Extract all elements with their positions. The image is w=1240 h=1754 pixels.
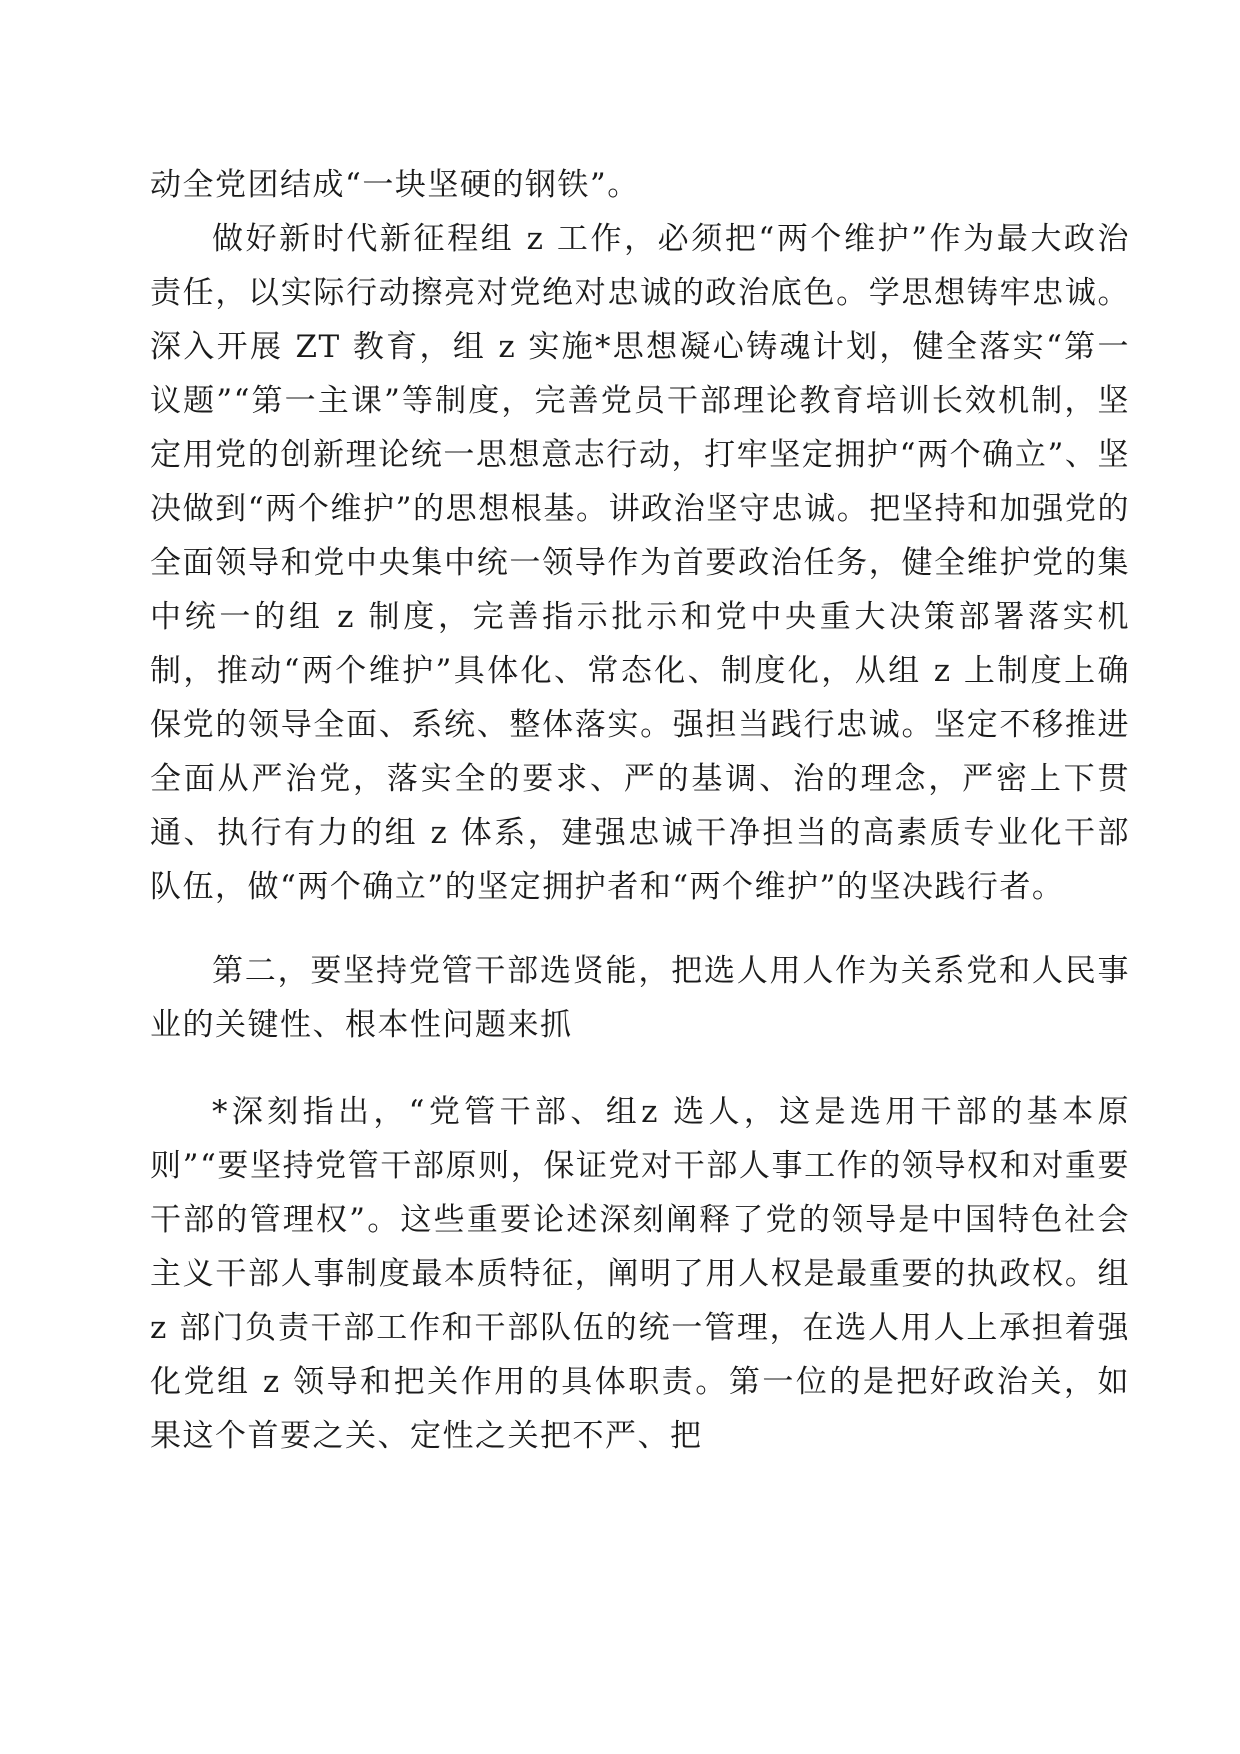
paragraph-cadre-management: *深刻指出，“党管干部、组z 选人，这是选用干部的基本原则”“要坚持党管干部原则，保证党对干部人事工作的领导权和对重要干部的管理权”。这些重要论述深刻阐释了党的领导是中国特色社会主义干部人事制度最本质特征，阐明了用人权是最重要的执政权。组 z 部门负责干部工作和干部队伍的统一管理，在选人用人上承担着强化党组 z 领导和把关作用的具体职责。第一位的是把好政治关，如果这个首要之关、定性之关把不严、把: [150, 1094, 1130, 1454]
section-heading-second: 第二，要坚持党管干部选贤能，把选人用人作为关系党和人民事业的关键性、根本性问题来抓: [150, 953, 1130, 1043]
paragraph-continuation: 动全党团结成“一块坚硬的钢铁”。: [150, 167, 640, 203]
paragraph-two-safeguards: 做好新时代新征程组 z 工作，必须把“两个维护”作为最大政治责任，以实际行动擦亮对党绝对忠诚的政治底色。学思想铸牢忠诚。深入开展 ZT 教育，组 z 实施*思想凝心铸魂计划，健全落实“第一议题”“第一主课”等制度，完善党员干部理论教育培训长效机制，坚定用党的创新理论统一思想意志行动，打牢坚定拥护“两个确立”、坚决做到“两个维护”的思想根基。讲政治坚守忠诚。把坚持和加强党的全面领导和党中央集中统一领导作为首要政治任务，健全维护党的集中统一的组 z 制度，完善指示批示和党中央重大决策部署落实机制，推动“两个维护”具体化、常态化、制度化，从组 z 上制度上确保党的领导全面、系统、整体落实。强担当践行忠诚。坚定不移推进全面从严治党，落实全的要求、严的基调、治的理念，严密上下贯通、执行有力的组 z 体系，建强忠诚干净担当的高素质专业化干部队伍，做“两个确立”的坚定拥护者和“两个维护”的坚决践行者。: [150, 221, 1130, 905]
